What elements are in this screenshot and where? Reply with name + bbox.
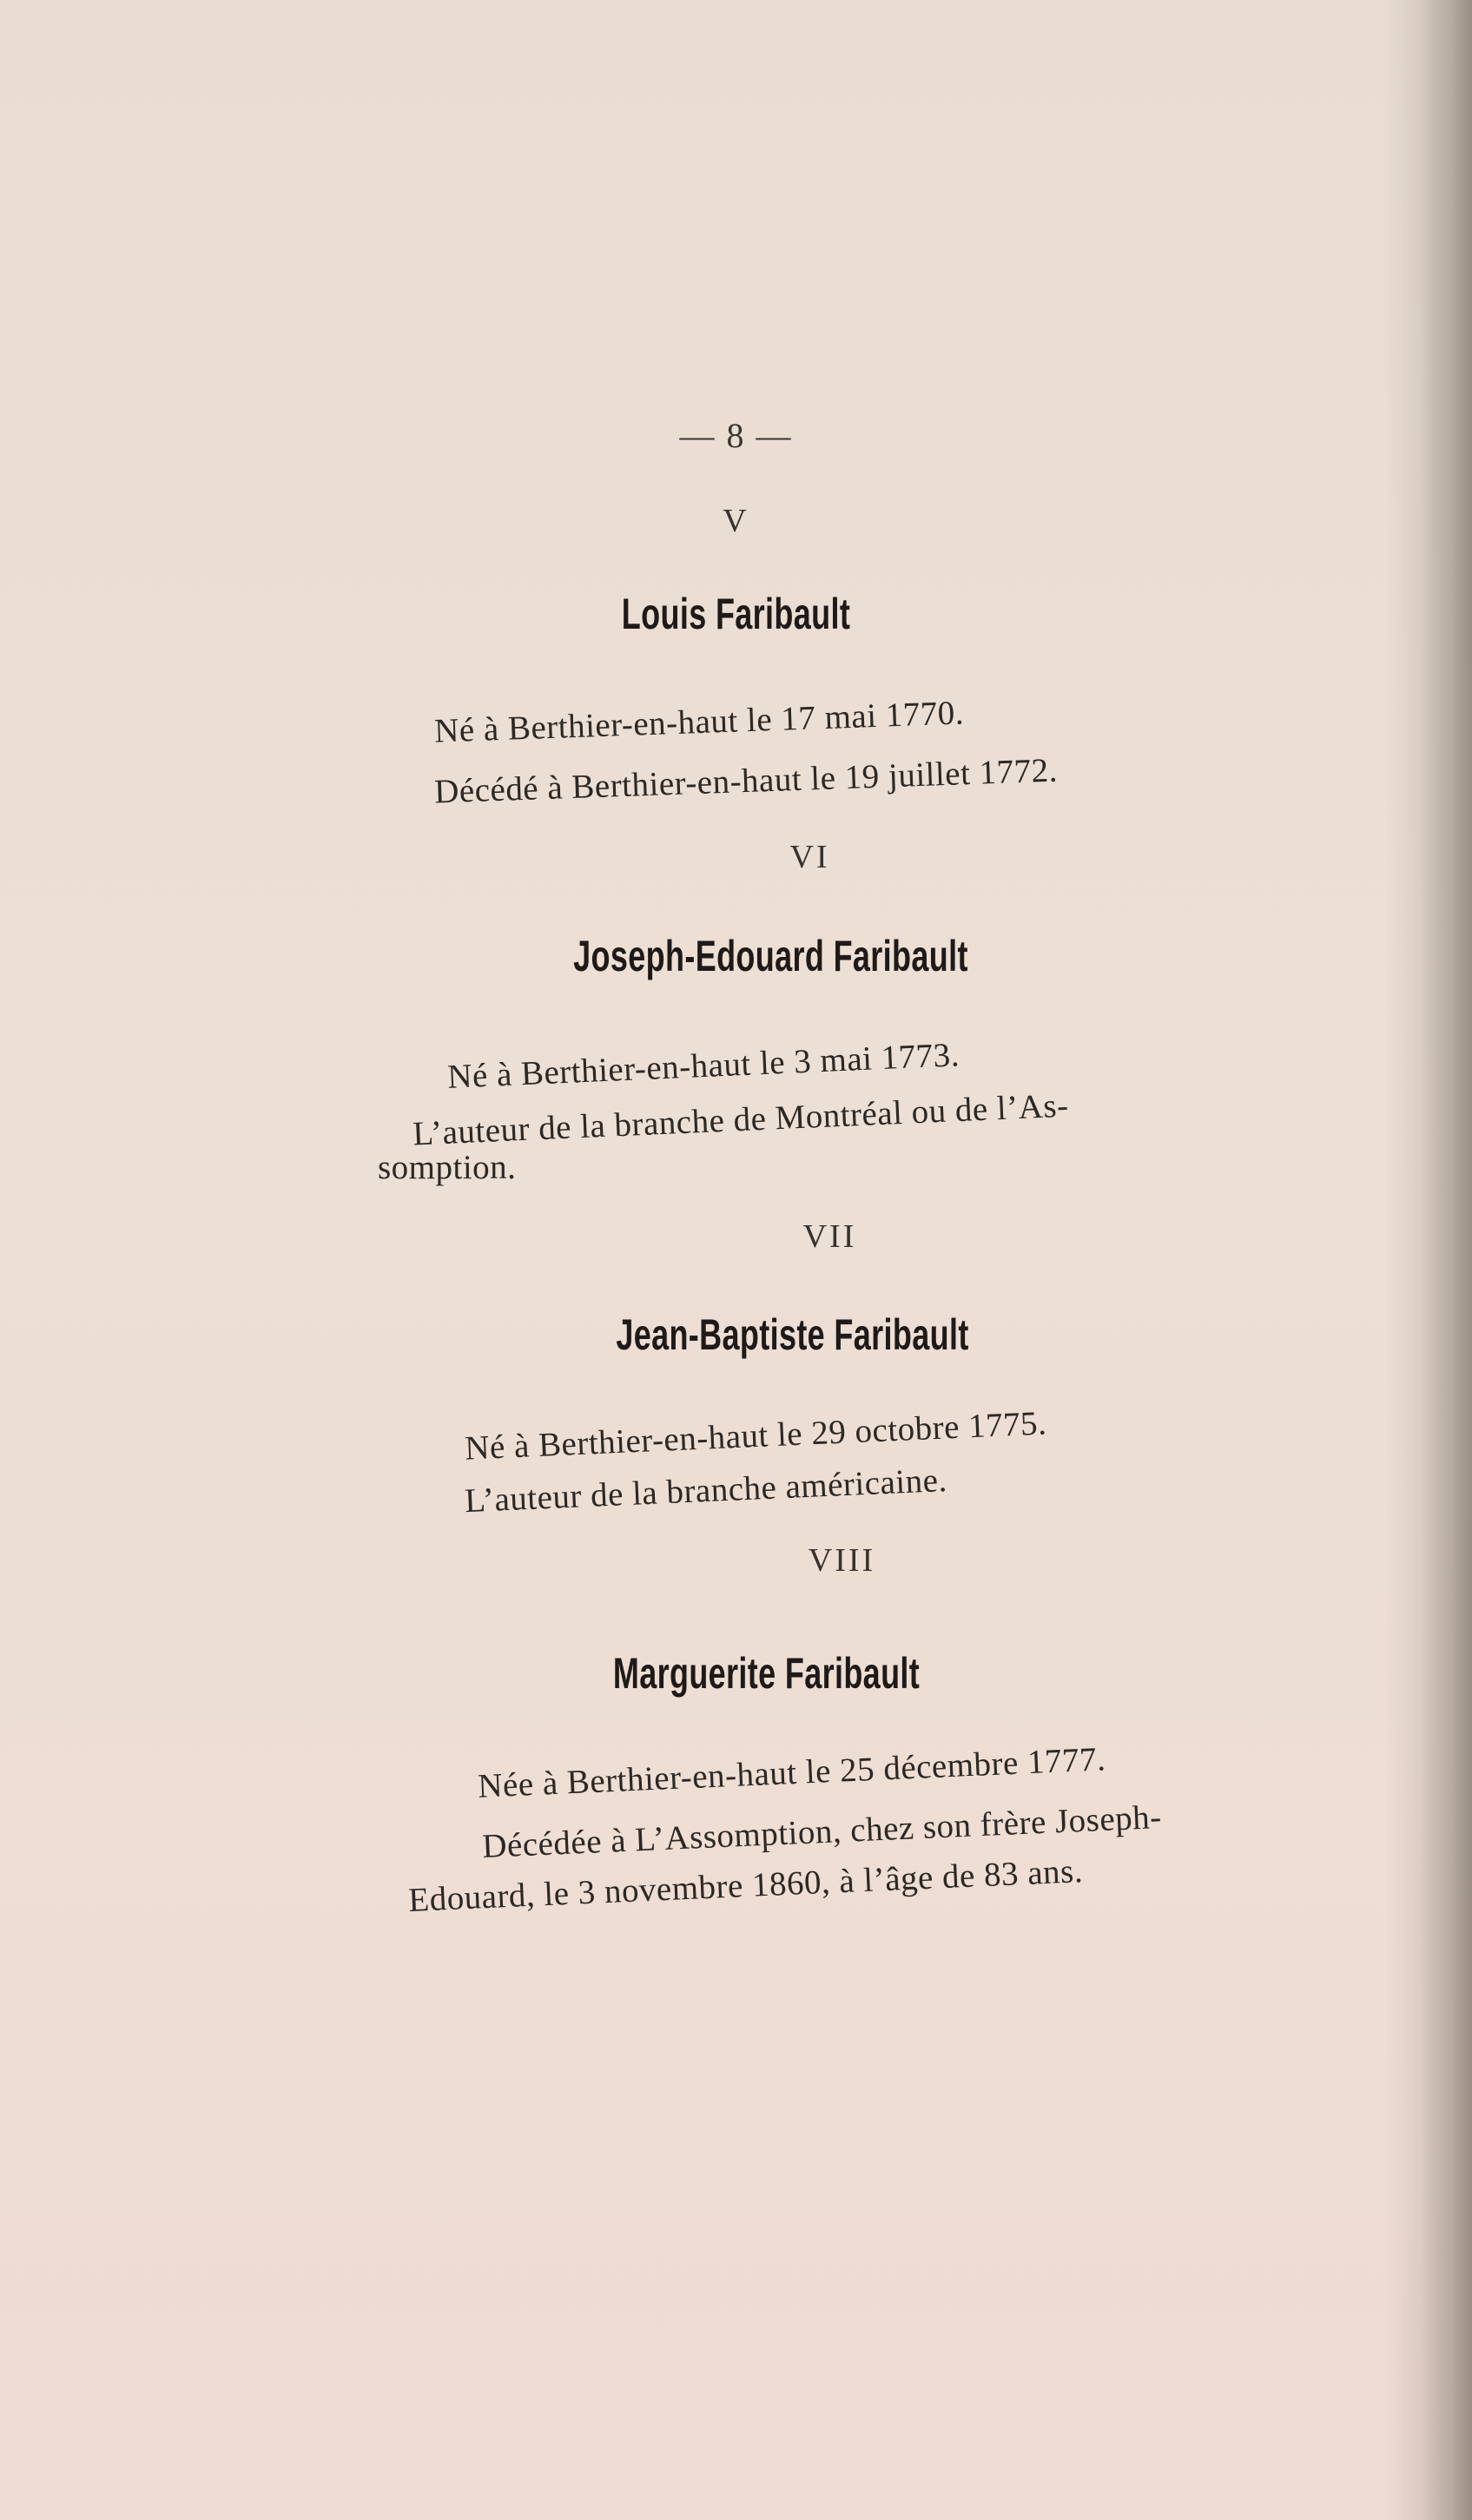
entry-line: Décédée à L’Assomption, chez son frère Joseph-	[481, 1798, 1163, 1866]
entry-numeral: VIII	[808, 1542, 876, 1579]
entry-name: Marguerite Faribault	[612, 1649, 921, 1698]
entry-name: Louis Faribault	[621, 590, 851, 638]
entry-name: Jean-Baptiste Faribault	[616, 1310, 969, 1359]
entry-line: Edouard, le 3 novembre 1860, à l’âge de 83 ans.	[407, 1852, 1084, 1919]
entry-line: L’auteur de la branche américaine.	[464, 1461, 948, 1521]
entry-line: Décédé à Berthier-en-haut le 19 juillet 1772.	[433, 751, 1059, 811]
entry-line: L’auteur de la branche de Montréal ou de l’As-	[412, 1086, 1070, 1153]
entry-line: Né à Berthier-en-haut le 3 mai 1773.	[446, 1036, 960, 1096]
entry-line: Née à Berthier-en-haut le 25 décembre 1777.	[477, 1740, 1107, 1805]
entry-name: Joseph-Edouard Faribault	[573, 932, 968, 980]
page-spine-shadow	[1420, 0, 1472, 2520]
entry-line: somption.	[378, 1149, 517, 1186]
entry-numeral: VI	[789, 839, 830, 875]
entry-numeral: V	[723, 503, 749, 539]
entry-line: Né à Berthier-en-haut le 17 mai 1770.	[433, 694, 965, 750]
entry-numeral: VII	[802, 1218, 857, 1255]
entry-line: Né à Berthier-en-haut le 29 octobre 1775.	[464, 1404, 1048, 1468]
page-number: — 8 —	[679, 416, 793, 455]
